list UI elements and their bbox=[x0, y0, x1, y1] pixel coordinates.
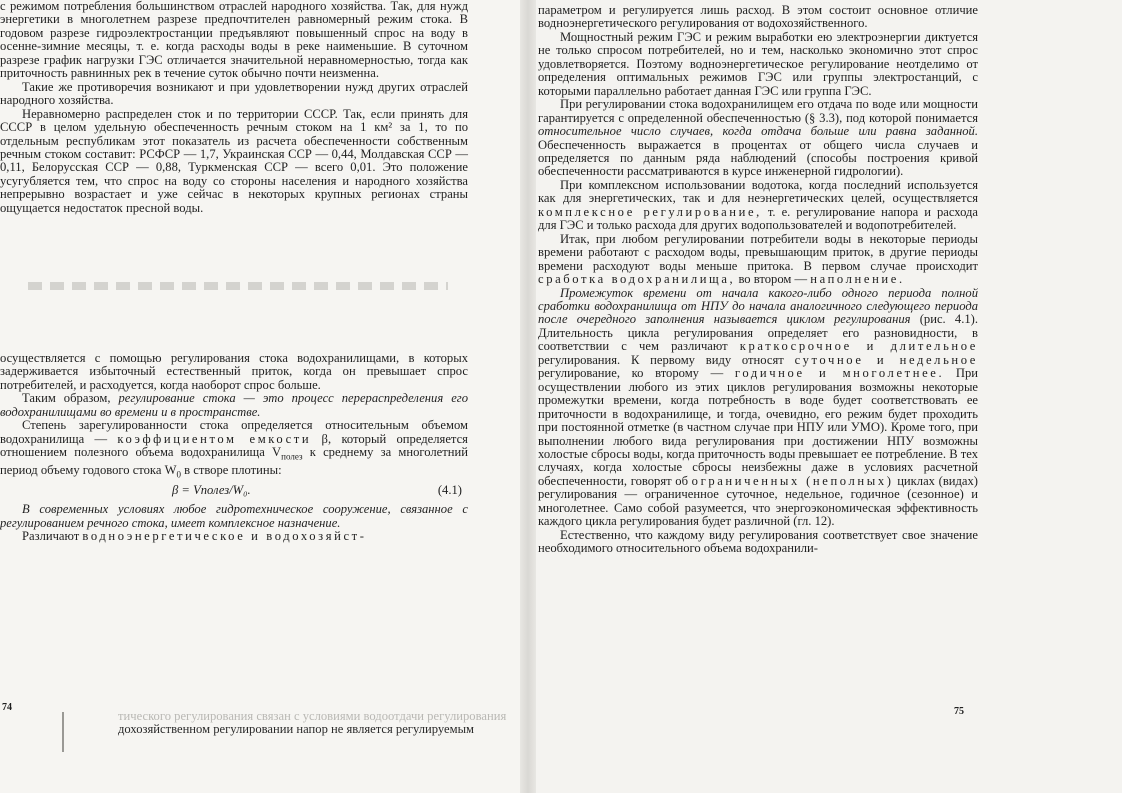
term-spaced: комплексное регулирование, bbox=[538, 204, 762, 219]
term-spaced: коэффициентом емкости bbox=[117, 431, 312, 446]
bleed-line: тического регулирования связан с условиями водоотдачи регулирования bbox=[118, 709, 507, 723]
subscript: полез bbox=[281, 451, 303, 462]
paragraph: параметром и регулируется лишь расход. В этом состоит основное отличие водноэнергетического регулирования от водохозяйственного. bbox=[538, 3, 978, 31]
subscript: 0 bbox=[176, 469, 181, 480]
right-page bbox=[528, 0, 1122, 793]
paragraph bbox=[0, 419, 468, 482]
definition-italic: Промежуток времени от начала какого-либо одного периода полной сработки водохранилища от НПУ до начала аналогичного следующего периода после очередного заполнения называется циклом регулирования bbox=[538, 285, 978, 327]
paragraph bbox=[538, 179, 978, 233]
paragraph: Естественно, что каждому виду регулирования соответствует свое значение необходимого относительного объема водохранили- bbox=[538, 527, 978, 556]
paragraph: Такие же противоречия возникают и при удовлетворении нужд других отраслей народного хозяйства. bbox=[0, 79, 468, 108]
paragraph: Неравномерно распределен сток и по территории СССР. Так, если принять для СССР в целом удельную обеспеченность речным стоком на 1 км² за 1, то по отдельным республикам этот показатель из расчета обеспеченности собственным речным стоком составит: РСФСР — 1,7, Украинская ССР — 0,44, Молдавская ССР — 0,11, Белорусская ССР — 0,88, Туркменская ССР — всего 0,01. Это положение усугубляется тем, что спрос на воду со стороны населения и народного хозяйства непрерывно возрастает и уже сейчас в некоторых крупных регионах страны ощущается недостаток пресной воды. bbox=[0, 106, 468, 215]
paragraph bbox=[0, 530, 468, 543]
margin-mark bbox=[62, 712, 64, 752]
term-spaced: сработка водохранилища, bbox=[538, 272, 736, 287]
bleed-line: дохозяйственном регулировании напор не является регулируемым bbox=[118, 722, 474, 736]
left-top-text bbox=[0, 0, 468, 215]
left-lower-text bbox=[0, 352, 468, 543]
text-run: При комплексном использовании водотока, когда последний используется как для энергетических, так и для неэнергетических целей, осуществляется bbox=[538, 177, 978, 206]
text-run: Степень зарегулированности стока определяется относительным объемом водохранилища — bbox=[0, 418, 468, 446]
text-run: к среднему за многолетний период объему годового стока W bbox=[0, 445, 468, 478]
text-run: в створе плотины: bbox=[180, 463, 282, 478]
term-spaced: ограниченных (неполных) bbox=[691, 473, 894, 488]
paragraph: с режимом потребления большинством отраслей народного хозяйства. Так, для нужд энергетики в многолетнем разрезе предпочтителен равномерный режим стока. В годовом разрезе гидроэлектростанции предъявляют повышенный спрос на воду в осенне-зимние месяцы, т. е. когда расходы воды в реке наименьшие. В суточном разрезе график нагрузки ГЭС отличается значительной неравномерностью, тогда как приточность равнинных рек в течение суток обычно почти неизменна. bbox=[0, 0, 468, 81]
term-spaced: годичное и многолетнее. bbox=[734, 366, 945, 381]
term-spaced: суточное и недельное bbox=[794, 352, 978, 367]
paragraph bbox=[0, 392, 468, 419]
book-gutter bbox=[520, 0, 536, 793]
left-page bbox=[0, 0, 528, 793]
page-number-left: 74 bbox=[2, 702, 12, 713]
right-text bbox=[538, 4, 978, 556]
text-run: При регулировании стока водохранилищем его отдача по воде или мощности гарантируется с определенной обеспеченностью (§ 3.3), под которой понимается bbox=[538, 97, 978, 125]
paragraph: В современных условиях любое гидротехническое сооружение, связанное с регулированием речного стока, имеет комплексное назначение. bbox=[0, 502, 468, 530]
text-run: циклах (видах) регулирования — ограниченное суточное, недельное, годичное (сезонное) и многолетнее. Само собой разумеется, что энергоэкономическая эффективность каждого цикла регулирования будет различной (гл. 12). bbox=[538, 473, 979, 529]
formula-expression: β = Vполез/W₀. bbox=[172, 483, 251, 498]
text-run: т. е. регулирование напора и расхода для ГЭС и только расхода для других водопользователей и водопотребителей. bbox=[538, 204, 978, 233]
text-run: регулирования. К первому виду относят bbox=[538, 352, 795, 367]
text-run: Обеспеченность выражается в процентах от общего числа случаев и определяется по данным ряда наблюдений (способы построения кривой обеспеченности рассматриваются в курсе инженерной гидрологии). bbox=[538, 137, 978, 179]
paragraph: Мощностный режим ГЭС и режим выработки ею электроэнергии диктуется не только спросом потребителей, но и тем, насколько экономично этот спрос удовлетворяется. Поэтому водноэнергетическое регулирование неотделимо от определения оптимальных режимов ГЭС или группы электростанций, с которыми параллельно работает данная ГЭС или группа ГЭС. bbox=[538, 29, 978, 98]
text-run: Различают bbox=[22, 529, 83, 544]
term-spaced: наполнение. bbox=[810, 272, 905, 287]
term-spaced: водноэнергетическое и водохозяйст- bbox=[82, 529, 367, 544]
text-run: При осуществлении любого из этих циклов регулирования возможны некоторые промежутки времени, когда потребность в воде будет соответствовать ее приточности в водохранилище, и тогда, очевидно, его режим будет проходить при постоянной отметке (в частном случае при НПУ или УМО). Кроме того, при выполнении любого вида регулирования при достижении НПУ возможны холостые сбросы воды, когда приточность воды превышает ее потребление. В тех случаях, когда холостые сбросы неизбежны даже в условиях расчетной обеспеченности, говорят об bbox=[538, 366, 978, 488]
bleed-through-text bbox=[118, 710, 558, 736]
definition-italic: относительное число случаев, когда отдача больше или равна заданной. bbox=[538, 124, 978, 139]
text-run: регулирование, ко второму — bbox=[538, 366, 735, 381]
formula-number: (4.1) bbox=[437, 483, 462, 498]
text-run: (рис. 4.1). Длительность цикла регулирования определяет его разновидности, в соответствии с чем различают bbox=[538, 312, 978, 354]
term-spaced: краткосрочное и длительное bbox=[739, 339, 978, 354]
text-run: Таким образом, bbox=[22, 391, 119, 406]
text-run: во втором — bbox=[735, 272, 811, 287]
paragraph bbox=[538, 287, 978, 529]
formula-4-1 bbox=[0, 484, 468, 500]
text-run: β, который определяется отношением полезного объема водохранилища V bbox=[0, 431, 468, 460]
definition-italic: регулирование стока — это процесс перераспределения его водохранилищами во времени и в пространстве. bbox=[0, 391, 468, 419]
faint-cut-line bbox=[28, 282, 448, 290]
paragraph bbox=[538, 98, 978, 179]
text-run: Итак, при любом регулировании потребители воды в некоторые периоды времени работают с расходом воды, превышающим приток, в другие периоды времени расходуют воды меньше притока. В первом случае происходит bbox=[538, 231, 978, 273]
page-number-right: 75 bbox=[954, 706, 964, 717]
paragraph: осуществляется с помощью регулирования стока водохранилищами, в которых задерживается избыточный естественный приток, когда он превышает спрос потребителей, и расходуется, когда наоборот спрос больше. bbox=[0, 351, 468, 392]
paragraph bbox=[538, 233, 978, 287]
